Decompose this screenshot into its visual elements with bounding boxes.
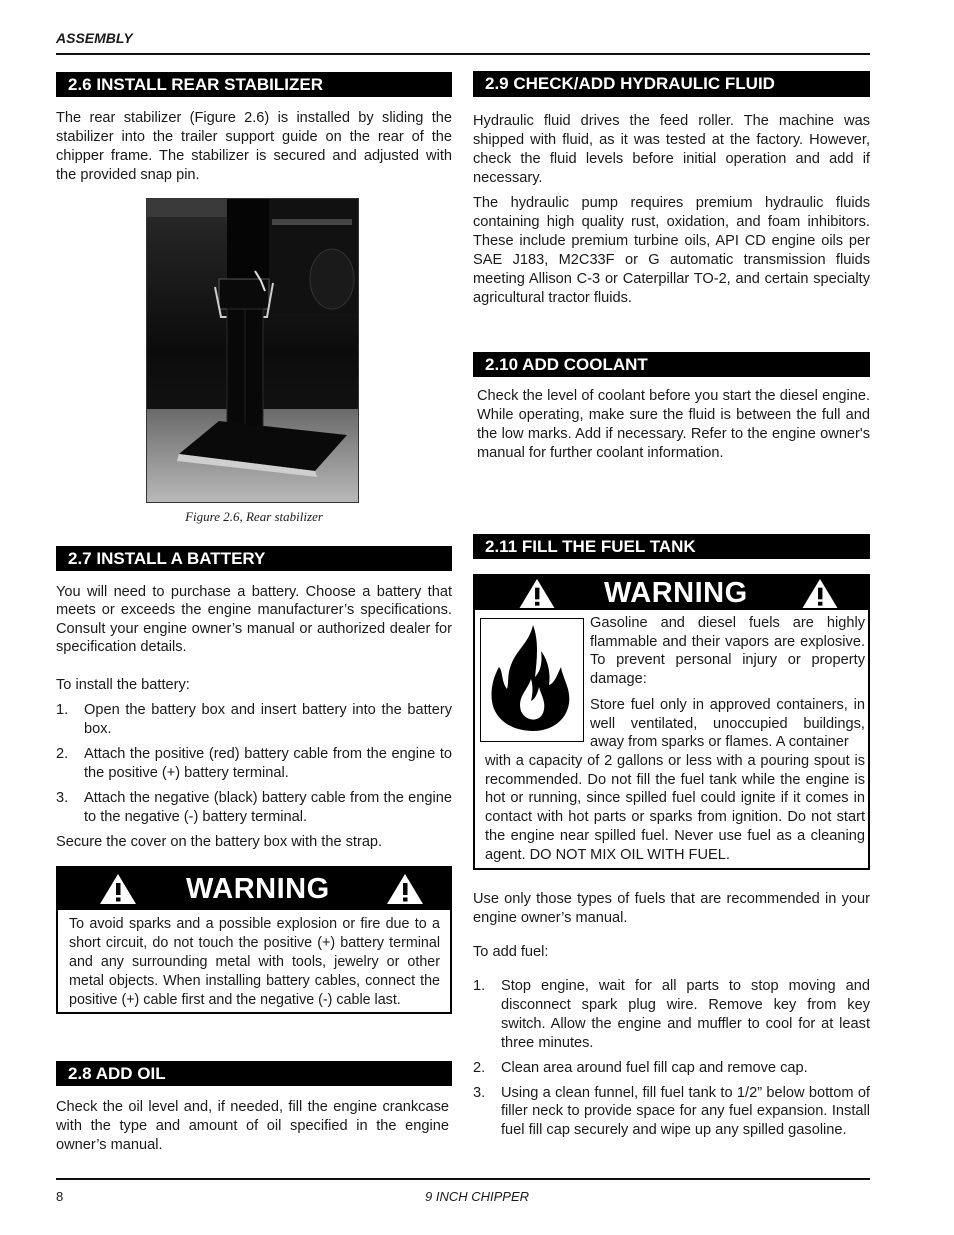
section-2-9-body-1: Hydraulic fluid drives the feed roller. The machine was shipped with fluid, as it was tested at the factory. However, check the fluid levels before initial operation and add if necessary.	[473, 113, 870, 186]
flammable-icon-frame	[480, 618, 584, 742]
section-2-7-body: You will need to purchase a battery. Choose a battery that meets or exceeds the engine manufacturer’s specifications. Consult your engine owner’s manual or authorized dealer for specification details.	[56, 584, 452, 656]
list-item: 1. Stop engine, wait for all parts to stop moving and disconnect spark plug wire. Remove key from key switch. Allow the engine and muffler to cool for at least three minutes.	[473, 978, 870, 1051]
battery-warning-header	[58, 868, 450, 910]
section-title-2-9: 2.9 CHECK/ADD HYDRAULIC FLUID	[473, 71, 870, 97]
section-2-9-body-2: The hydraulic pump requires premium hydraulic fluids containing high quality rust, oxidation, and foam inhibitors. These include premium turbine oils, API CD engine oils per SAE J183, M2C33F or G automatic transmission fluids meeting Allison C-3 or Caterpillar TO-2, and certain specialty agricultural tractor fluids.	[473, 195, 870, 306]
running-header: ASSEMBLY	[56, 30, 133, 46]
fuel-warning-text-1: Gasoline and diesel fuels are highly flammable and their vapors are explosive. To prevent personal injury or property damage:	[590, 615, 865, 688]
section-title-2-6: 2.6 INSTALL REAR STABILIZER	[56, 72, 452, 97]
list-item: 2. Clean area around fuel fill cap and remove cap.	[473, 1059, 808, 1076]
fuel-warning-header	[475, 576, 868, 610]
footer-rule	[56, 1178, 870, 1180]
battery-steps-list	[56, 701, 452, 832]
list-item: 1. Open the battery box and insert battery into the battery box.	[56, 702, 452, 737]
section-title-2-7: 2.7 INSTALL A BATTERY	[56, 546, 452, 571]
flame-icon	[481, 619, 582, 740]
warning-triangle-icon	[98, 872, 138, 906]
fuel-warning-box	[473, 574, 870, 870]
battery-warning-text: To avoid sparks and a possible explosion or fire due to a short circuit, do not touch the positive (+) battery terminal and any surrounding metal with tools, jewelry or other metal objects. When installing battery cables, connect the positive (+) cable first and the negative (-) cable last.	[69, 916, 440, 1008]
figure-2-6-caption: Figure 2.6, Rear stabilizer	[185, 509, 323, 524]
section-2-10-body: Check the level of coolant before you start the diesel engine. While operating, make sure the fluid is between the full and the low marks. Add if necessary. Refer to the engine owner's manual for further coolant information.	[477, 388, 870, 461]
warning-triangle-icon	[385, 872, 425, 906]
battery-install-intro: To install the battery:	[56, 677, 190, 693]
section-title-2-11: 2.11 FILL THE FUEL TANK	[473, 534, 870, 559]
battery-warning-box	[56, 866, 452, 1014]
fuel-warning-text-2-wrap: Store fuel only in approved containers, in well ventilated, unoccupied buildings, away from sparks or flames. A container	[590, 697, 865, 751]
section-2-8-body: Check the oil level and, if needed, fill the engine crankcase with the type and amount of oil specified in the engine owner’s manual.	[56, 1099, 449, 1153]
fuel-intro: To add fuel:	[473, 944, 549, 960]
warning-triangle-icon	[800, 577, 840, 610]
page-number: 8	[56, 1189, 64, 1204]
rear-stabilizer-photo	[146, 198, 359, 503]
list-item: 3. Attach the negative (black) battery cable from the engine to the negative (-) battery terminal.	[56, 789, 452, 825]
battery-closing-text: Secure the cover on the battery box with the strap.	[56, 834, 383, 850]
section-2-11-body: Use only those types of fuels that are recommended in your engine owner’s manual.	[473, 891, 870, 926]
section-2-6-body: The rear stabilizer (Figure 2.6) is installed by sliding the stabilizer into the trailer support guide on the rear of the chipper frame. The stabilizer is secured and adjusted with the provided snap pin.	[56, 110, 452, 183]
fuel-warning-text-2-full: with a capacity of 2 gallons or less with a pouring spout is recommended. Do not fill the fuel tank while the engine is hot or running, since spilled fuel could ignite if it comes in contact with hot parts or sparks from ignition. Do not start the engine near spilled fuel. Never use fuel as a cleaning agent. DO NOT MIX OIL WITH FUEL.	[485, 753, 865, 863]
list-item: 2. Attach the positive (red) battery cable from the engine to the positive (+) battery terminal.	[56, 745, 452, 781]
section-title-2-8: 2.8 ADD OIL	[56, 1061, 452, 1086]
list-item: 3. Using a clean funnel, fill fuel tank to 1/2” below bottom of filler neck to provide space for any fuel expansion. Install fuel fill cap securely and wipe up any spilled gasoline.	[473, 1084, 870, 1139]
footer-title: 9 INCH CHIPPER	[424, 1189, 530, 1204]
section-title-2-10: 2.10 ADD COOLANT	[473, 352, 870, 377]
fuel-steps-list	[473, 977, 870, 1146]
header-rule	[56, 53, 870, 55]
battery-warning-title: WARNING	[186, 872, 330, 905]
warning-triangle-icon	[517, 577, 557, 610]
fuel-warning-title: WARNING	[604, 576, 748, 609]
